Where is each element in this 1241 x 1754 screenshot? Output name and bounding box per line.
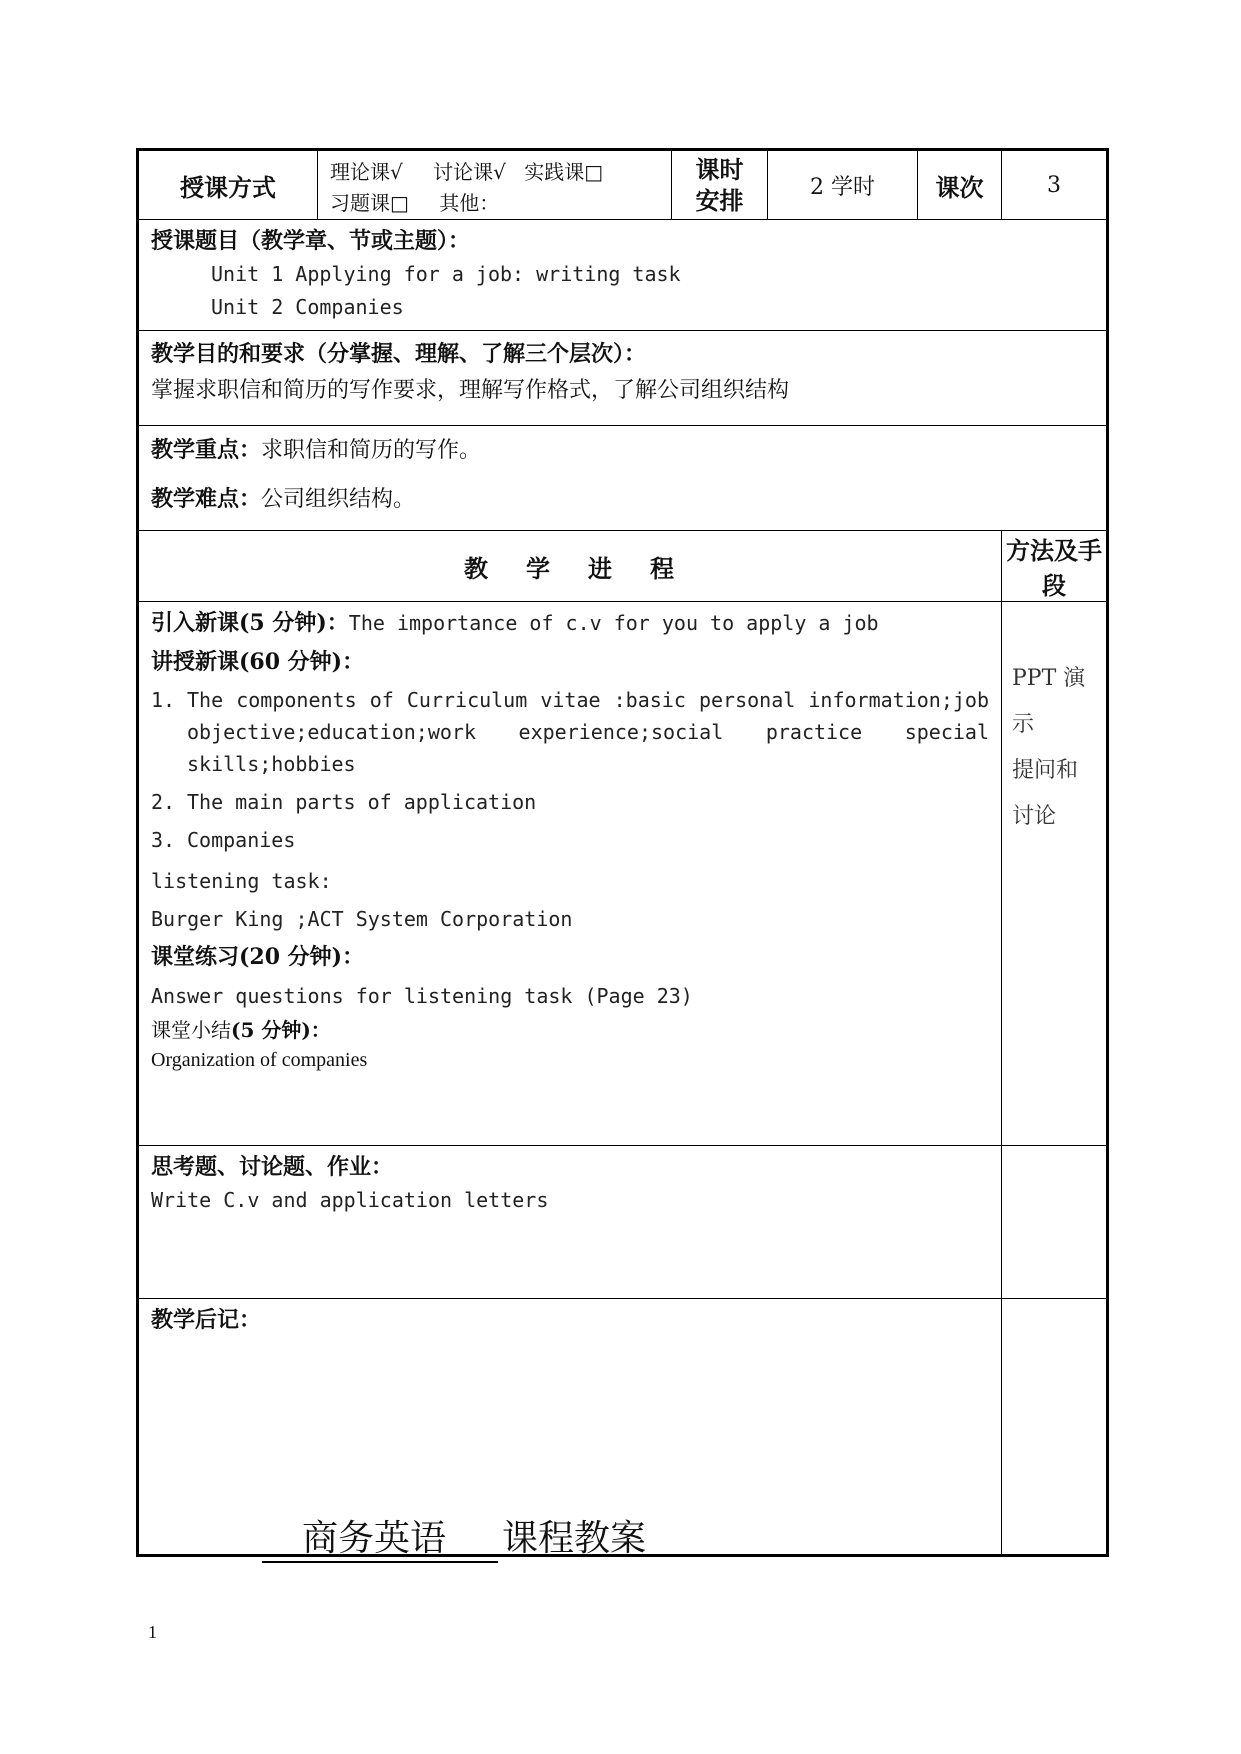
focus-line [151, 426, 1094, 475]
focus-text: 求职信和简历的写作。 [261, 438, 482, 463]
page-number: 1 [148, 1622, 157, 1642]
objectives-row [138, 331, 1108, 426]
difficulty-text: 公司组织结构。 [261, 487, 416, 512]
list-item: 2. The main parts of application [151, 790, 537, 814]
summary-label-a: 课堂小结 [151, 1018, 231, 1042]
homework-row [138, 1146, 1108, 1299]
listening-label: listening task: [151, 869, 332, 893]
summary-line [151, 1015, 989, 1045]
focus-label: 教学重点： [151, 437, 262, 463]
teach-label: 讲授新课(60 分钟)： [151, 649, 365, 675]
list-item: 3. Companies [151, 828, 296, 852]
key-points-row [138, 426, 1108, 531]
methods-heading: 方法及手段 [1002, 531, 1108, 602]
mode-option-exercise: 习题课□ [330, 191, 409, 215]
method-item: PPT 演示 [1012, 666, 1086, 737]
process-row [138, 602, 1108, 1146]
topic-row [138, 220, 1108, 331]
mode-option-discussion: 讨论课√ [433, 160, 506, 184]
course-name: 商务英语 [262, 1510, 498, 1563]
exercise-text: Answer questions for listening task (Page 23) [151, 984, 693, 1008]
summary-text: Organization of companies [151, 1049, 368, 1071]
intro-line [151, 604, 989, 643]
objectives-text: 掌握求职信和简历的写作要求，理解写作格式，了解公司组织结构 [151, 378, 790, 403]
difficulty-line [151, 475, 1094, 524]
difficulty-label: 教学难点： [151, 486, 262, 512]
homework-text: Write C.v and application letters [151, 1188, 549, 1212]
process-content [138, 602, 1002, 1146]
listening-text: Burger King ;ACT System Corporation [151, 907, 573, 931]
list-item: 1. The components of Curriculum vitae :basic personal information;job objective;education;work experience;social practice special skills;hobbies [151, 688, 989, 776]
intro-text: The importance of c.v for you to apply a job [348, 611, 879, 635]
topic-section [138, 220, 1108, 331]
session-value: 3 [1002, 150, 1108, 220]
exercise-label: 课堂练习(20 分钟)： [151, 944, 365, 970]
topic-line-2: Unit 2 Companies [211, 295, 404, 319]
process-header-row [138, 531, 1108, 602]
methods-content [1002, 602, 1108, 1146]
reflection-heading: 教学后记： [151, 1307, 262, 1333]
teaching-mode-options [318, 150, 672, 220]
homework-methods-cell [1002, 1146, 1108, 1299]
method-item: 提问和讨论 [1012, 758, 1079, 829]
doc-type: 课程教案 [502, 1518, 647, 1559]
hours-value: 2 学时 [768, 150, 918, 220]
lesson-plan-table [136, 148, 1109, 1557]
homework-heading: 思考题、讨论题、作业： [151, 1154, 394, 1180]
mode-line-1 [330, 157, 671, 188]
mode-option-practice: 实践课□ [524, 160, 604, 184]
session-label: 课次 [918, 150, 1002, 220]
objectives-section [138, 331, 1108, 426]
key-points-section [138, 426, 1108, 531]
topic-heading: 授课题目（教学章、节或主题）： [151, 228, 471, 254]
hours-label: 课时 安排 [672, 150, 768, 220]
reflection-methods-cell [1002, 1299, 1108, 1556]
homework-section [138, 1146, 1002, 1299]
summary-label-b: (5 分钟)： [231, 1018, 331, 1042]
topic-line-1: Unit 1 Applying for a job: writing task [211, 262, 681, 286]
objectives-heading: 教学目的和要求（分掌握、理解、了解三个层次）： [151, 341, 647, 367]
mode-option-other: 其他： [439, 191, 500, 215]
mode-line-2 [330, 188, 671, 219]
course-title [262, 1510, 646, 1563]
intro-label: 引入新课(5 分钟)： [151, 610, 349, 636]
header-row [138, 150, 1108, 220]
mode-option-theory: 理论课√ [330, 160, 403, 184]
teaching-items-list [151, 684, 989, 856]
process-heading: 教 学 进 程 [138, 531, 1002, 602]
teaching-mode-label: 授课方式 [138, 150, 318, 220]
